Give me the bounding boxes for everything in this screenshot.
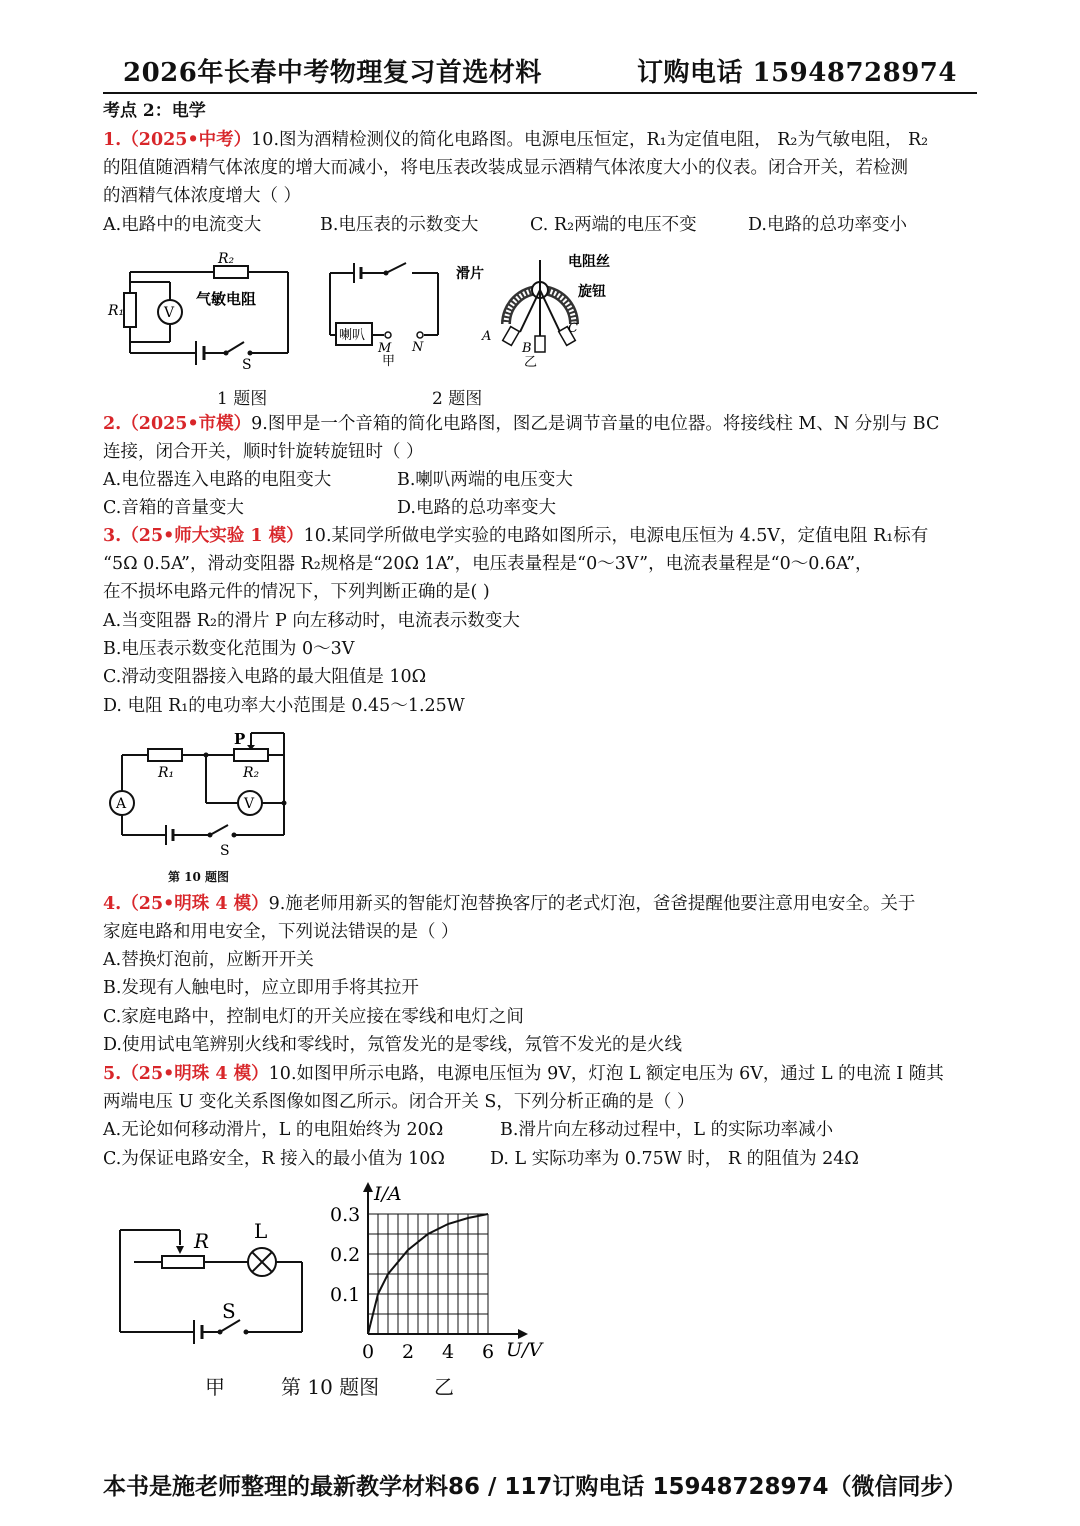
figure-5-yi-chart xyxy=(322,1178,552,1363)
q5-line1 xyxy=(103,1062,944,1086)
fig3-voltmeter-label: V xyxy=(244,796,255,812)
chart-x-tick-label: 6 xyxy=(482,1341,495,1363)
fig2-a-label: A xyxy=(482,329,492,344)
q4-line2: 家庭电路和用电安全，下列说法错误的是（ ） xyxy=(103,922,459,942)
fig5-jia-label: 甲 xyxy=(205,1375,225,1399)
q5-option-a: A.无论如何移动滑片，L 的电阻始终为 20Ω xyxy=(103,1120,444,1140)
q5-option-c: C.为保证电路安全，R 接入的最小值为 10Ω xyxy=(103,1149,445,1169)
chart-y-arrow xyxy=(363,1182,373,1192)
q3-line1 xyxy=(103,524,928,548)
section-title: 考点 2：电学 xyxy=(103,101,206,121)
chart-ylabel: I/A xyxy=(374,1183,402,1205)
q3-text1: 10.某同学所做电学实验的电路如图所示，电源电压恒为 4.5V，定值电阻 R₁标有 xyxy=(303,526,929,546)
fig2-c-label: C xyxy=(568,321,578,336)
q3-option-a: A.当变阻器 R₂的滑片 P 向左移动时，电流表示数变大 xyxy=(103,611,520,631)
page-header xyxy=(103,52,977,94)
q4-option-c: C.家庭电路中，控制电灯的开关应接在零线和电灯之间 xyxy=(103,1007,524,1027)
fig1-gas-resistor-label: 气敏电阻 xyxy=(196,290,257,308)
q1-text1: 10.图为酒精检测仪的简化电路图。电源电压恒定，R₁为定值电阻， R₂为气敏电阻， R₂ xyxy=(251,130,929,150)
q2-number: 2.（2025•市模） xyxy=(103,414,252,434)
fig2-yi-label: 乙 xyxy=(524,355,538,370)
q2-option-a: A.电位器连入电路的电阻变大 xyxy=(103,470,332,490)
fig2-b-label: B xyxy=(522,341,532,356)
q1-option-c: C. R₂两端的电压不变 xyxy=(530,215,697,235)
fig5-r-label: R xyxy=(194,1229,210,1253)
q4-text1: 9.施老师用新买的智能灯泡替换客厅的老式灯泡，爸爸提醒他要注意用电安全。关于 xyxy=(268,894,916,914)
q2-option-c: C.音箱的音量变大 xyxy=(103,498,244,518)
q3-line2: “5Ω 0.5A”，滑动变阻器 R₂规格是“20Ω 1A”，电压表量程是“0～3V”，电流表量程是“0～0.6A”， xyxy=(103,554,873,574)
q3-option-b: B.电压表示数变化范围为 0～3V xyxy=(103,639,355,659)
q2-line1 xyxy=(103,412,939,436)
chart-x-tick-label: 0 xyxy=(362,1341,375,1363)
fig2-m-label: M xyxy=(378,341,392,356)
figure-5-jia-circuit xyxy=(110,1220,310,1350)
chart-ticks xyxy=(330,1204,494,1363)
fig2-wire-label: 电阻丝 xyxy=(568,254,610,270)
fig3-caption: 第 10 题图 xyxy=(168,870,230,884)
chart-y-tick-label: 0.2 xyxy=(330,1244,361,1266)
q4-option-d: D.使用试电笔辨别火线和零线时，氖管发光的是零线，氖管不发光的是火线 xyxy=(103,1035,682,1055)
fig2-n-label: N xyxy=(412,340,424,355)
q1-option-a: A.电路中的电流变大 xyxy=(103,215,262,235)
header-title: 2026年长春中考物理复习首选材料 xyxy=(123,58,542,88)
figure-1-circuit xyxy=(100,248,300,378)
chart-grid xyxy=(368,1214,488,1334)
fig3-p-label: P xyxy=(234,730,246,748)
fig1-r2-label: R₂ xyxy=(218,251,235,267)
chart-x-arrow xyxy=(518,1329,528,1339)
q2-option-d: D.电路的总功率变大 xyxy=(397,498,556,518)
fig3-switch-label: S xyxy=(220,843,230,859)
q5-option-d: D. L 实际功率为 0.75W 时， R 的阻值为 24Ω xyxy=(490,1149,859,1169)
fig1-caption: 1 题图 xyxy=(217,389,268,409)
fig1-voltmeter-label: V xyxy=(164,305,175,321)
q1-line1 xyxy=(103,128,928,152)
fig2-caption: 2 题图 xyxy=(432,389,483,409)
fig2-knob-label: 旋钮 xyxy=(578,284,606,300)
fig2-jia-label: 甲 xyxy=(382,354,396,369)
q2-text1: 9.图甲是一个音箱的简化电路图，图乙是调节音量的电位器。将接线柱 M、N 分别与 BC xyxy=(251,414,940,434)
page-footer: 本书是施老师整理的最新教学材料86 / 117订购电话 15948728974（微信同步） xyxy=(103,1474,967,1500)
fig2-speaker-label: 喇叭 xyxy=(339,328,366,343)
chart-y-tick-label: 0.3 xyxy=(330,1204,361,1226)
q3-number: 3.（25•师大实验 1 模） xyxy=(103,526,304,546)
q1-number: 1.（2025•中考） xyxy=(103,130,252,150)
fig3-ammeter-label: A xyxy=(116,796,127,812)
q1-line2: 的阻值随酒精气体浓度的增大而减小，将电压表改装成显示酒精气体浓度大小的仪表。闭合开关，若检测 xyxy=(103,158,908,178)
q4-number: 4.（25•明珠 4 模） xyxy=(103,894,269,914)
fig1-r1-label: R₁ xyxy=(108,303,125,319)
q1-option-b: B.电压表的示数变大 xyxy=(320,215,479,235)
fig5-l-label: L xyxy=(254,1220,268,1243)
header-phone: 订购电话 15948728974 xyxy=(636,58,957,88)
q3-option-d: D. 电阻 R₁的电功率大小范围是 0.45～1.25W xyxy=(103,696,465,716)
fig3-r1-label: R₁ xyxy=(158,765,175,781)
figure-2-yi-potentiometer xyxy=(450,248,630,373)
fig2-slider-label: 滑片 xyxy=(456,266,484,282)
fig5-yi-label: 乙 xyxy=(434,1375,454,1399)
figure-2-jia-circuit xyxy=(320,255,450,370)
q3-line3: 在不损坏电路元件的情况下，下列判断正确的是( ) xyxy=(103,582,490,602)
q3-option-c: C.滑动变阻器接入电路的最大阻值是 10Ω xyxy=(103,667,427,687)
q5-number: 5.（25•明珠 4 模） xyxy=(103,1064,269,1084)
figure-3-circuit xyxy=(100,725,300,865)
q4-line1 xyxy=(103,892,915,916)
q5-option-b: B.滑片向左移动过程中，L 的实际功率减小 xyxy=(500,1120,834,1140)
chart-x-tick-label: 4 xyxy=(442,1341,455,1363)
chart-y-tick-label: 0.1 xyxy=(330,1284,361,1306)
chart-x-tick-label: 2 xyxy=(402,1341,415,1363)
q5-line2: 两端电压 U 变化关系图像如图乙所示。闭合开关 S，下列分析正确的是（ ） xyxy=(103,1092,695,1112)
q5-text1: 10.如图甲所示电路，电源电压恒为 9V，灯泡 L 额定电压为 6V，通过 L 的电流 I 随其 xyxy=(268,1064,944,1084)
q4-option-b: B.发现有人触电时，应立即用手将其拉开 xyxy=(103,978,419,998)
fig5-s-label: S xyxy=(222,1299,236,1323)
q4-option-a: A.替换灯泡前，应断开开关 xyxy=(103,950,314,970)
q1-line3: 的酒精气体浓度增大（ ） xyxy=(103,186,302,206)
q2-line2: 连接，闭合开关，顺时针旋转旋钮时（ ） xyxy=(103,442,424,462)
fig1-switch-label: S xyxy=(242,357,252,373)
fig5-caption: 第 10 题图 xyxy=(281,1375,380,1399)
q2-option-b: B.喇叭两端的电压变大 xyxy=(397,470,573,490)
fig3-r2-label: R₂ xyxy=(243,765,260,781)
q1-option-d: D.电路的总功率变小 xyxy=(748,215,907,235)
chart-xlabel: U/V xyxy=(506,1339,543,1361)
